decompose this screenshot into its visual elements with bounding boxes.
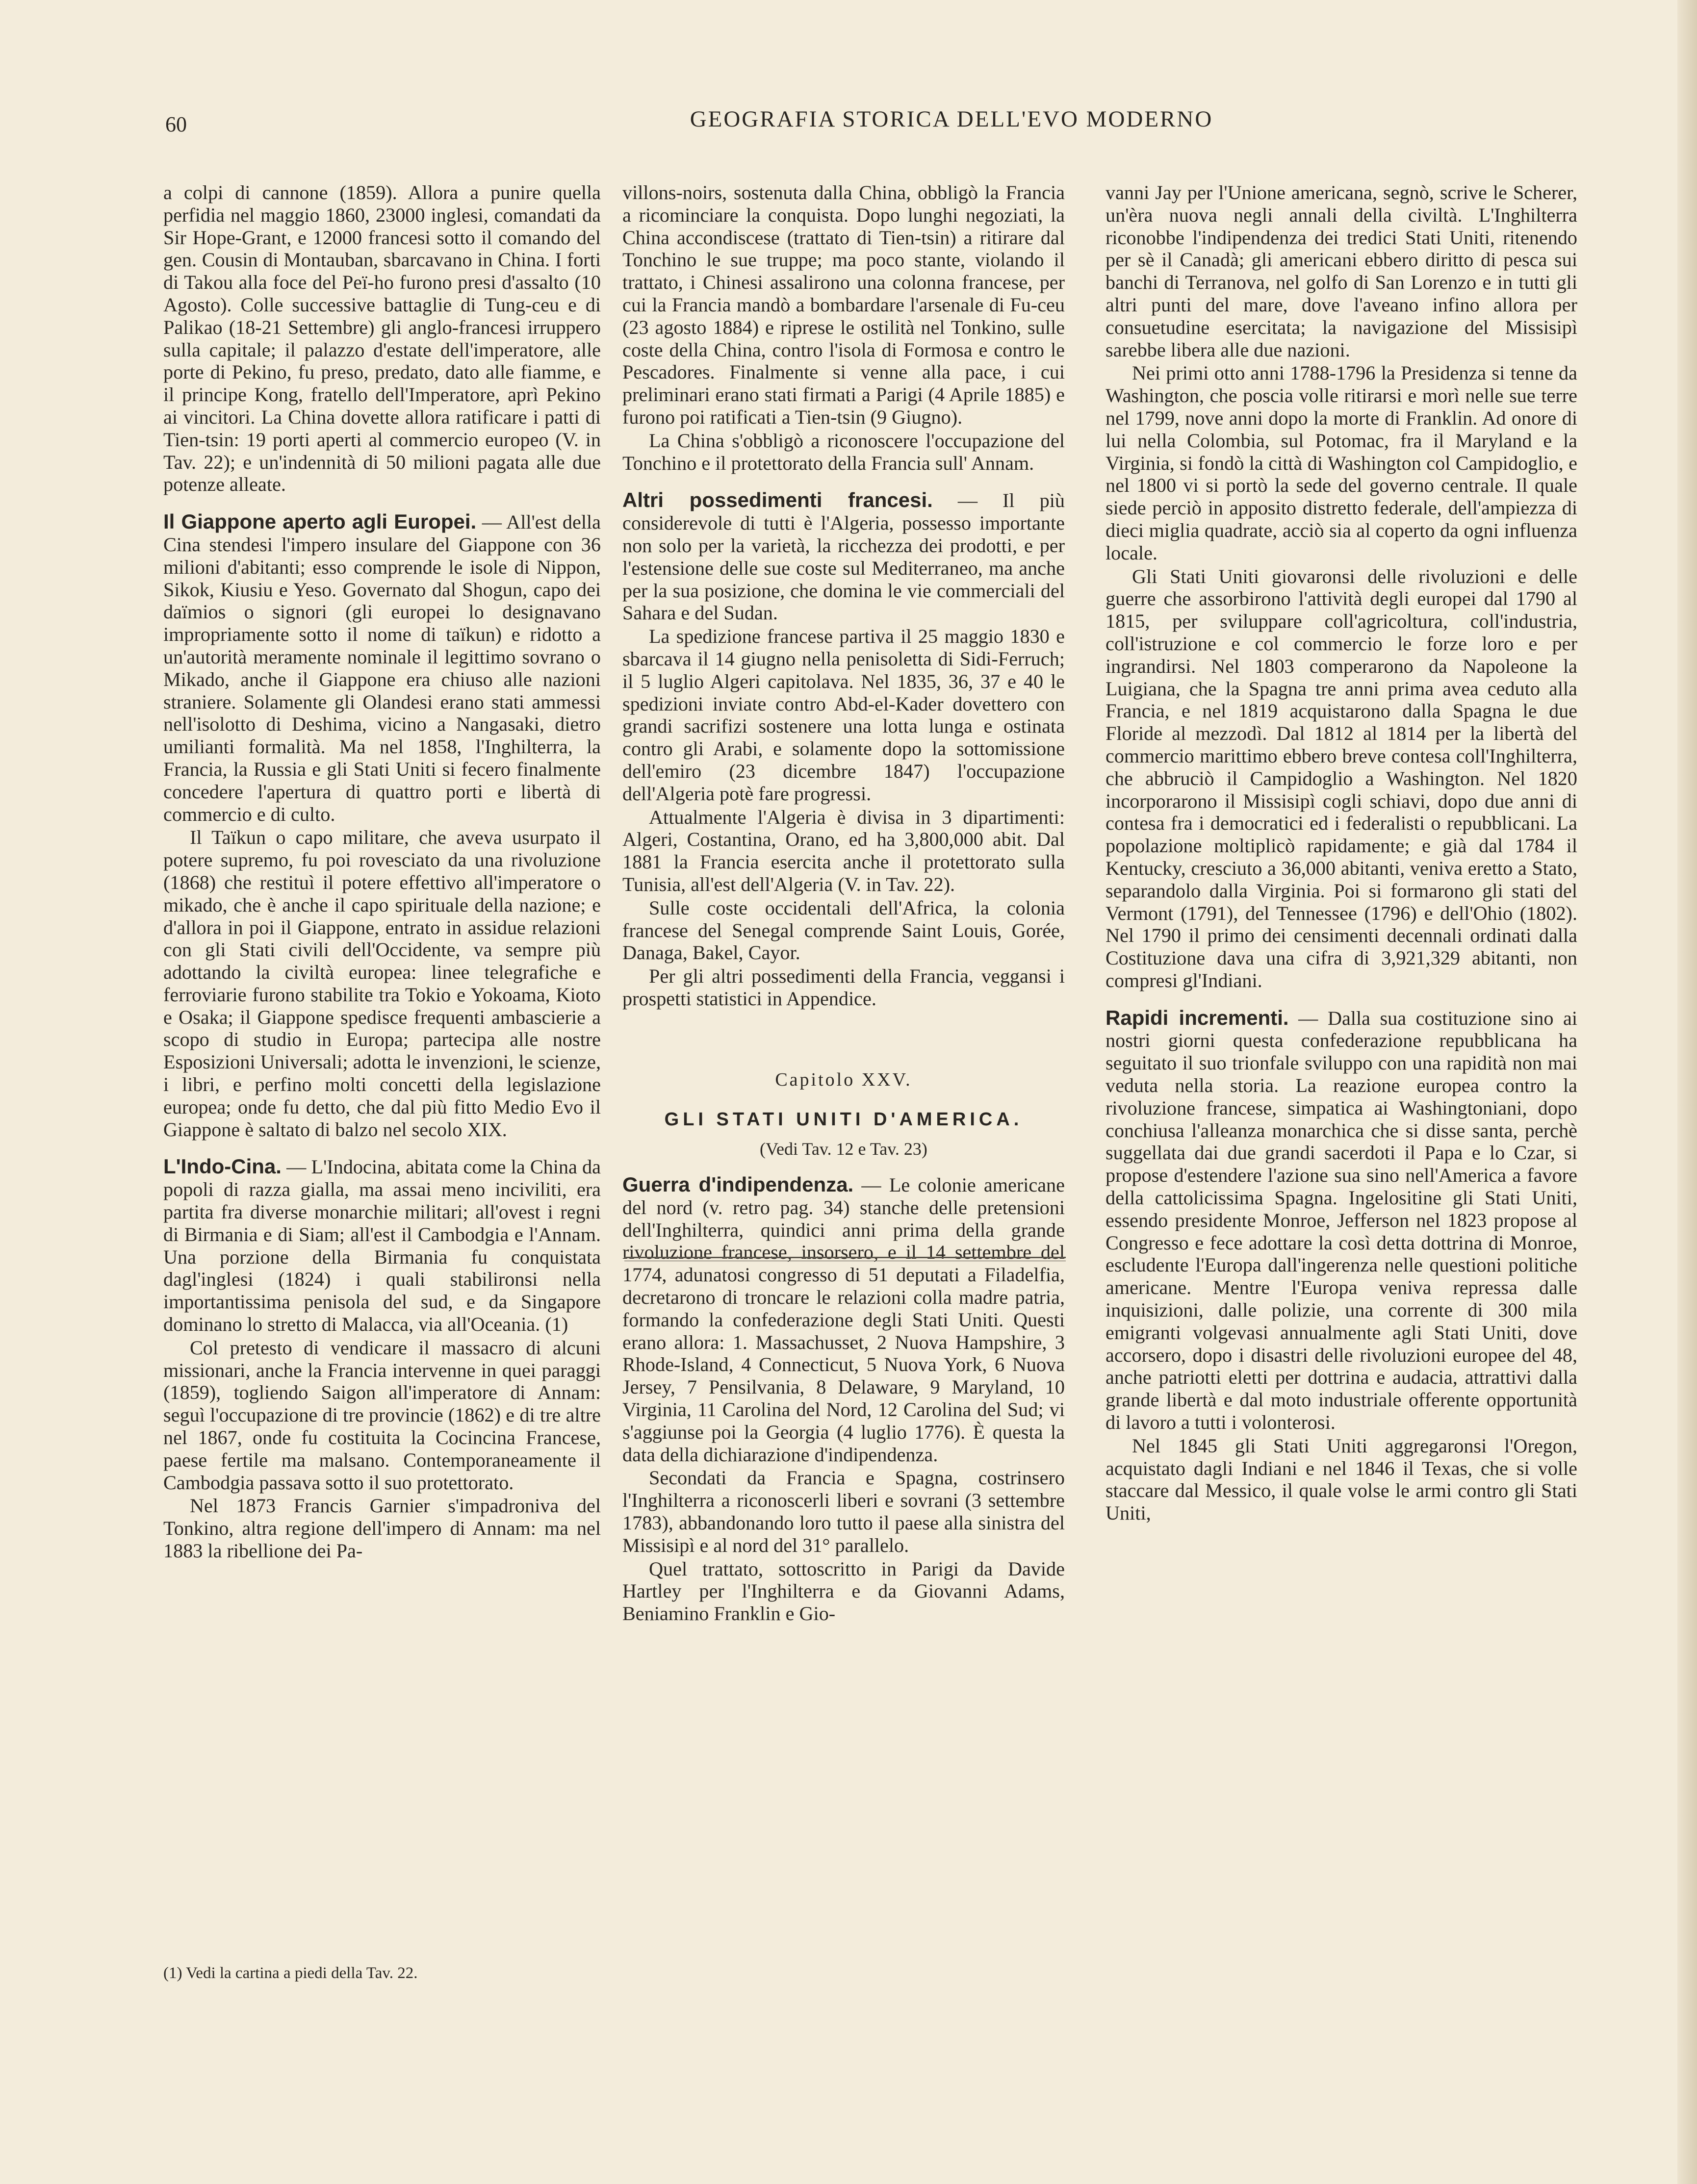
- column-2: [622, 181, 1065, 1976]
- paragraph: Sulle coste occidentali dell'Africa, la colonia francese del Senegal comprende Saint Louis, Gorée, Danaga, Bakel, Cayor.: [622, 896, 1065, 964]
- chapter-reference: (Vedi Tav. 12 e Tav. 23): [760, 1139, 927, 1159]
- column-1: [163, 181, 601, 1976]
- section-heading: L'Indo-Cina.: [163, 1155, 282, 1178]
- section-rapidi-incrementi: [1106, 1007, 1577, 1434]
- running-head: GEOGRAFIA STORICA DELL'EVO MODERNO: [690, 106, 1213, 132]
- chapter-title: GLI STATI UNITI D'AMERICA.: [664, 1109, 1023, 1130]
- paragraph-text: — All'est della Cina stendesi l'impero insulare del Giappone con 36 milioni d'abitanti; esso comprende le isole di Nippon, Sikok, Kiusiu e Yeso. Governato dal Shogun, capo dei daïmios o signori (gli europei lo designavano impropriamente sotto il nome di taïkun) e ridotto a un'autorità meramente nominale il legittimo sovrano o Mikado, anche il Giappone era chiuso alle nazioni straniere. Solamente gli Olandesi erano stati ammessi nell'isolotto di Deshima, vicino a Nangasaki, dietro umilianti formalità. Ma nel 1858, l'Inghilterra, la Francia, la Russia e gli Stati Uniti si fecero finalmente concedere l'apertura di quattro porti e libertà di commercio e di culto.: [163, 511, 601, 825]
- section-heading: Altri possedimenti francesi.: [622, 488, 933, 512]
- paragraph: Nei primi otto anni 1788-1796 la Presidenza si tenne da Washington, che poscia volle ritirarsi e morì nelle sue terre nel 1799, nove anni dopo la morte di Franklin. Ad onore di lui nella Colombia, sul Potomac, fra il Maryland e la Virginia, si fondò la città di Washington col Campidoglio, e nel 1800 vi si portò la sede del governo centrale. Il quale siede perciò in apposito distretto federale, dell'ampiezza di dieci miglia quadrate, acciò sia al coperto da ogni influenza locale.: [1106, 362, 1577, 564]
- paragraph: a colpi di cannone (1859). Allora a punire quella perfidia nel maggio 1860, 23000 inglesi, comandati da Sir Hope-Grant, e 12000 francesi sotto il comando del gen. Cousin di Montauban, sbarcavano in China. I forti di Takou alla foce del Peï-ho furono presi d'assalto (10 Agosto). Colle successive battaglie di Tung-ceu e di Palikao (18-21 Settembre) gli anglo-francesi irruppero sulla capitale; il palazzo d'estate dell'imperatore, alle porte di Pekino, fu preso, predato, dato alle fiamme, e il principe Kong, fratello dell'Imperatore, aprì Pekino ai vincitori. La China dovette allora ratificare i patti di Tien-tsin: 19 porti aperti al commercio europeo (V. in Tav. 22); e un'indennità di 50 milioni pagata alle due potenze alleate.: [163, 181, 601, 496]
- section-heading: Guerra d'indipendenza.: [622, 1173, 854, 1196]
- chapter-divider-rule: [624, 1257, 1066, 1258]
- section-heading: Rapidi incrementi.: [1106, 1006, 1289, 1029]
- paragraph: Attualmente l'Algeria è divisa in 3 dipartimenti: Algeri, Costantina, Orano, ed ha 3,800,000 abit. Dal 1881 la Francia esercita anche il protettorato sulla Tunisia, all'est dell'Algeria (V. in Tav. 22).: [622, 806, 1065, 895]
- paragraph: La China s'obbligò a riconoscere l'occupazione del Tonchino e il protettorato della Francia sull' Annam.: [622, 429, 1065, 474]
- paragraph: La spedizione francese partiva il 25 maggio 1830 e sbarcava il 14 giugno nella penisoletta di Sidi-Ferruch; il 5 luglio Algeri capitolava. Nel 1835, 36, 37 e 40 le spedizioni inviate contro Abd-el-Kader dovettero con grandi sacrifizi sostenere una lotta lunga e ostinata contro gli Arabi, e solamente dopo la sottomissione dell'emiro (23 dicembre 1847) l'occupazione dell'Algeria potè fare progressi.: [622, 625, 1065, 805]
- paragraph-text: — Le colonie americane del nord (v. retro pag. 34) stanche delle pretensioni dell'Inghilterra, quindici anni prima della grande rivoluzione francese, insorsero, e il 14 settembre del 1774, adunatosi congresso di 51 deputati a Filadelfia, decretarono di troncare le relazioni colla madre patria, formando la confederazione degli Stati Uniti. Questi erano allora: 1. Massachusset, 2 Nuova Hampshire, 3 Rhode-Island, 4 Connecticut, 5 Nuova York, 6 Nuova Jersey, 7 Pensilvania, 8 Delaware, 9 Maryland, 10 Virginia, 11 Carolina del Nord, 12 Carolina del Sud; vi s'aggiunse poi la Georgia (4 luglio 1776). È questa la data della dichiarazione d'indipendenza.: [622, 1174, 1065, 1466]
- paragraph: Secondati da Francia e Spagna, costrinsero l'Inghilterra a riconoscerli liberi e sovrani (3 settembre 1783), abbandonando loro tutto il paese alla sinistra del Missisipì e al nord del 31° parallelo.: [622, 1467, 1065, 1556]
- page-number: 60: [165, 112, 187, 136]
- paragraph: Per gli altri possedimenti della Francia, veggansi i prospetti statistici in Appendice.: [622, 965, 1065, 1010]
- footnote: (1) Vedi la cartina a piedi della Tav. 22.: [163, 1964, 418, 1982]
- paragraph: Gli Stati Uniti giovaronsi delle rivoluzioni e delle guerre che assorbirono l'attività degli europei dal 1790 al 1815, per sviluppare coll'agricoltura, coll'industria, coll'istruzione e col commercio le forze loro e per ingrandirsi. Nel 1803 comperarono da Napoleone la Luigiana, che la Spagna tre anni prima avea ceduto alla Francia, e nel 1819 acquistarono dalla Spagna le due Floride al mezzodì. Dal 1812 al 1814 per la libertà del commercio marittimo ebbero breve contesa coll'Inghilterra, che abbruciò il Campidoglio a Washington. Nel 1820 incorporarono il Missisipì cogli schiavi, dopo due anni di contesa fra i democratici ed i federalisti o repubblicani. La popolazione moltiplicò rapidamente; e già dal 1784 il Kentucky, cresciuto a 36,000 abitanti, veniva eretto a Stato, separandolo dalla Virginia. Poi si formarono gli stati del Vermont (1791), del Tennessee (1796) e dell'Ohio (1802). Nel 1790 il primo dei censimenti decennali ordinati dalla Costituzione dava una cifra di 3,921,329 abitanti, non compresi gl'Indiani.: [1106, 565, 1577, 991]
- paragraph: Col pretesto di vendicare il massacro di alcuni missionari, anche la Francia intervenne in quei paraggi (1859), togliendo Saigon all'imperatore di Annam: seguì l'occupazione di tre provincie (1862) e di tre altre nel 1867, onde fu costituita la Cocincina Francese, paese fertile ma malsano. Contemporaneamente il Cambodgia passava sotto il suo protettorato.: [163, 1336, 601, 1494]
- paragraph: Nel 1873 Francis Garnier s'impadroniva del Tonkino, altra regione dell'impero di Annam: ma nel 1883 la ribellione dei Pa-: [163, 1495, 601, 1562]
- section-guerra: [622, 1173, 1065, 1466]
- paragraph-text: — L'Indocina, abitata come la China da popoli di razza gialla, ma assai meno inciviliti, era partita fra diverse monarchie militari; all'ovest i regni di Birmania e di Siam; all'est il Cambodgia e l'Annam. Una porzione della Birmania fu conquistata dagl'inglesi (1824) i quali stabilironsi nella importantissima penisola del sud, e da Singapore dominano lo stretto di Malacca, via all'Oceania. (1): [163, 1156, 601, 1336]
- section-altri-possedimenti: [622, 489, 1065, 624]
- paragraph: Il Taïkun o capo militare, che aveva usurpato il potere supremo, fu poi rovesciato da una rivoluzione (1868) che restituì il potere effettivo all'imperatore o mikado, che è anche il capo spirituale della nazione; e d'allora in poi il Giappone, entrato in assidue relazioni con gli Stati civili dell'Occidente, va sempre più adottando la civiltà europea: linee telegrafiche e ferroviarie furono stabilite tra Tokio e Yokoama, Kioto e Osaka; il Giappone spedisce frequenti ambascierie a scopo di studio in Europa; partecipa alle nostre Esposizioni Universali; adotta le invenzioni, le scienze, i libri, e perfino molti concetti della legislazione europea; onde fu detto, che dal più fitto Medio Evo il Giappone è saltato di balzo nel secolo XIX.: [163, 826, 601, 1141]
- paragraph: villons-noirs, sostenuta dalla China, obbligò la Francia a ricominciare la conquista. Dopo lunghi negoziati, la China accondiscese (trattato di Tien-tsin) a ritirare dal Tonchino le sue truppe; ma poco stante, violando il trattato, i Chinesi assalirono una colonna francese, per cui la Francia mandò a bombardare l'arsenale di Fu-ceu (23 agosto 1884) e riprese le ostilità nel Tonkino, sulle coste della China, contro l'isola di Formosa e contro le Pescadores. Finalmente si venne alla pace, i cui preliminari erano stati firmati a Parigi (4 Aprile 1885) e furono poi ratificati a Tien-tsin (9 Giugno).: [622, 181, 1065, 428]
- chapter-label: Capitolo XXV.: [775, 1069, 912, 1090]
- column-3: [1106, 181, 1577, 1976]
- section-heading: Il Giappone aperto agli Europei.: [163, 510, 477, 533]
- paragraph: Quel trattato, sottoscritto in Parigi da Davide Hartley per l'Inghilterra e da Giovanni Adams, Beniamino Franklin e Gio-: [622, 1557, 1065, 1625]
- paragraph: vanni Jay per l'Unione americana, segnò, scrive le Scherer, un'èra nuova negli annali della civiltà. L'Inghilterra riconobbe l'indipendenza dei tredici Stati Uniti, ritenendo per sè il Canadà; gli americani ebbero diritto di pesca sui banchi di Terranova, nel golfo di San Lorenzo e in tutti gli altri punti del mare, dove l'aveano infino allora per consuetudine esercitata; la navigazione del Missisipì sarebbe libera alle due nazioni.: [1106, 181, 1577, 361]
- paragraph: Nel 1845 gli Stati Uniti aggregaronsi l'Oregon, acquistato dagli Indiani e nel 1846 il Texas, che si volle staccare dal Messico, il quale volse le armi contro gli Stati Uniti,: [1106, 1434, 1577, 1524]
- page-edge: [1677, 0, 1697, 2184]
- paragraph-text: — Il più considerevole di tutti è l'Algeria, possesso importante non solo per la varietà, la ricchezza dei prodotti, e per l'estensione delle sue coste sul Mediterraneo, ma anche per la sua posizione, che domina le vie commerciali del Sahara e del Sudan.: [622, 489, 1065, 624]
- section-giappone: [163, 510, 601, 825]
- section-indocina: [163, 1155, 601, 1335]
- paragraph-text: — Dalla sua costituzione sino ai nostri giorni questa confederazione repubblicana ha seguitato il suo trionfale sviluppo con una rapidità non mai veduta nella storia. La reazione europea contro la rivoluzione francese, simpatica ai Washingtoniani, dopo conchiusa l'alleanza monarchica che si disse santa, perchè suggellata dai due grandi sacerdoti il Papa e lo Czar, si propose d'estendere l'azione sua sino nell'America a favore della cattolicissima Spagna. Ingelositine gli Stati Uniti, essendo presidente Monroe, Jefferson nel 1823 propose al Congresso e fece adottare la così detta dottrina di Monroe, escludente l'Europa dall'ingerenza nelle questioni politiche americane. Mentre l'Europa veniva repressa dalle inquisizioni, dalle polizie, una corrente di 300 mila emigranti volgevasi annualmente agli Stati Uniti, dove accorsero, dopo i disastri delle rivoluzioni europee del 48, anche patriotti eletti per dottrina e audacia, attrattivi dalla grande libertà e dal moto industriale offerente opportunità di lavoro a tutti i volonterosi.: [1106, 1007, 1577, 1434]
